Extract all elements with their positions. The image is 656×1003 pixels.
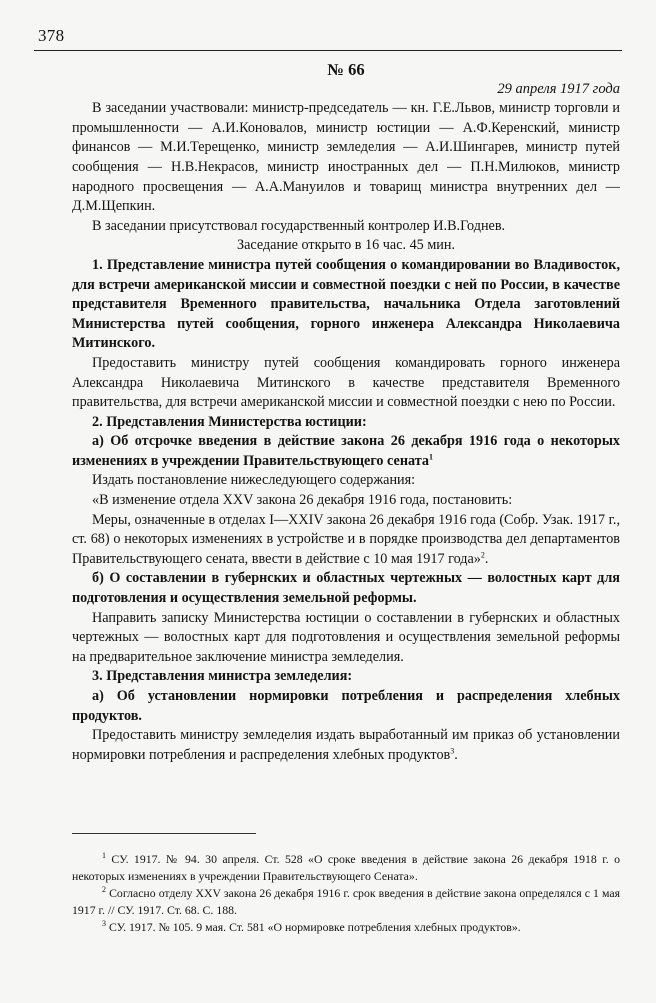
- item3a-text-body: Предоставить министру земледелия издать выработанный им приказ об установлении нормировки потребления и распределения хлебных продуктов: [72, 727, 620, 763]
- footnote-mark: 1: [102, 851, 106, 861]
- session-opened: Заседание открыто в 16 час. 45 мин.: [236, 237, 456, 254]
- footnote-3: [72, 919, 620, 936]
- item1-text: Предоставить министру путей сообщения командировать горного инженера Александра Николаевича Митинского в качестве представителя Временного правительства, для встречи американской миссии и совместной поездки с нею по России.: [72, 354, 620, 411]
- footnote-2: [72, 885, 620, 919]
- item2a-text-3: Меры, означенные в отделах I—XXIV закона 26 декабря 1916 года (Собр. Узак. 1917 г., ст. 68) о некоторых изменениях в устройстве и в порядке производства дел департаментов Правительствующего сената, ввести в действие с 10 мая 1917 года»$^2$.: [72, 511, 620, 567]
- footnote-text: СУ. 1917. № 105. 9 мая. Ст. 581 «О нормировке потребления хлебных продуктов».: [108, 920, 521, 934]
- item3-heading: 3. Представления министра земледелия:: [92, 668, 353, 685]
- footnote-rule: [72, 833, 256, 834]
- footnote-ref-3: 3: [450, 746, 455, 756]
- page-number: 378: [38, 26, 65, 45]
- item3a-text: Предоставить министру земледелия издать выработанный им приказ об установлении нормировки потребления и распределения хлебных продуктов$^3$.: [72, 727, 620, 763]
- document-date: 29 апреля 1917 года: [497, 80, 620, 97]
- footnote-mark: 2: [102, 885, 106, 895]
- footnote-text: Согласно отделу XXV закона 26 декабря 1916 г. срок введения в действие закона определялся с 1 мая 1917 г. // СУ. 1917. Ст. 68. С. 188.: [72, 886, 621, 917]
- item1-heading: 1. Представление министра путей сообщения о командировании во Владивосток, для встречи американской миссии и совместной поездки с ней по России, в качестве представителя Временного правительства, начальника Отдела заготовлений Министерства путей сообщения, горного инженера Александра Николаевича Митинского.: [72, 256, 620, 352]
- item2b-text: Направить записку Министерства юстиции о составлении в губернских и областных чертежных — волостных карт для подготовления и осуществления земельной реформы на предварительное заключение министра земледелия.: [72, 609, 620, 665]
- item2a-text-2: «В изменение отдела XXV закона 26 декабря 1916 года, постановить:: [92, 492, 513, 509]
- header-rule: [34, 50, 622, 51]
- item2a-text-3-body: Меры, означенные в отделах I—XXIV закона 26 декабря 1916 года (Собр. Узак. 1917 г., ст. 68) о некоторых изменениях в устройстве и в порядке производства дел департаментов Правительствующего сената, ввести в действие с 10 мая 1917 года»: [72, 511, 620, 567]
- footnote-1: [72, 851, 620, 885]
- document-body: [72, 60, 620, 765]
- present-paragraph: В заседании присутствовал государственный контролер И.В.Годнев.: [92, 217, 506, 234]
- footnote-text: СУ. 1917. № 94. 30 апреля. Ст. 528 «О сроке введения в действие закона 26 декабря 1918 г. о некоторых изменениях в учреждении Правительствующего Сената».: [72, 852, 620, 883]
- item3a-heading: а) Об установлении нормировки потребления и распределения хлебных продуктов.: [72, 688, 620, 724]
- footnotes: [72, 851, 620, 936]
- item2a-heading: [72, 432, 620, 471]
- document-number: № 66: [327, 60, 365, 79]
- item2a-heading-text: а) Об отсрочке введения в действие закона 26 декабря 1916 года о некоторых изменениях в учреждении Правительствующего сената: [72, 433, 620, 469]
- footnote-ref-2: 2: [480, 550, 485, 560]
- footnote-mark: 3: [102, 919, 106, 929]
- item2a-text-1: Издать постановление нижеследующего содержания:: [92, 472, 416, 489]
- item2-heading: 2. Представления Министерства юстиции:: [92, 413, 367, 430]
- participants-paragraph: В заседании участвовали: министр-председатель — кн. Г.Е.Львов, министр торговли и промышленности — А.И.Коновалов, министр юстиции — А.Ф.Керенский, министр финансов — М.И.Терещенко, министр земледелия — А.И.Шингарев, министр путей сообщения — Н.В.Некрасов, министр иностранных дел — П.Н.Милюков, министр народного просвещения — А.А.Мануилов и товарищ министра внутренних дел — Д.М.Щепкин.: [72, 100, 620, 215]
- footnote-ref-1: 1: [428, 452, 433, 462]
- item2b-heading: б) О составлении в губернских и областных чертежных — волостных карт для подготовления и осуществления земельной реформы.: [72, 570, 620, 607]
